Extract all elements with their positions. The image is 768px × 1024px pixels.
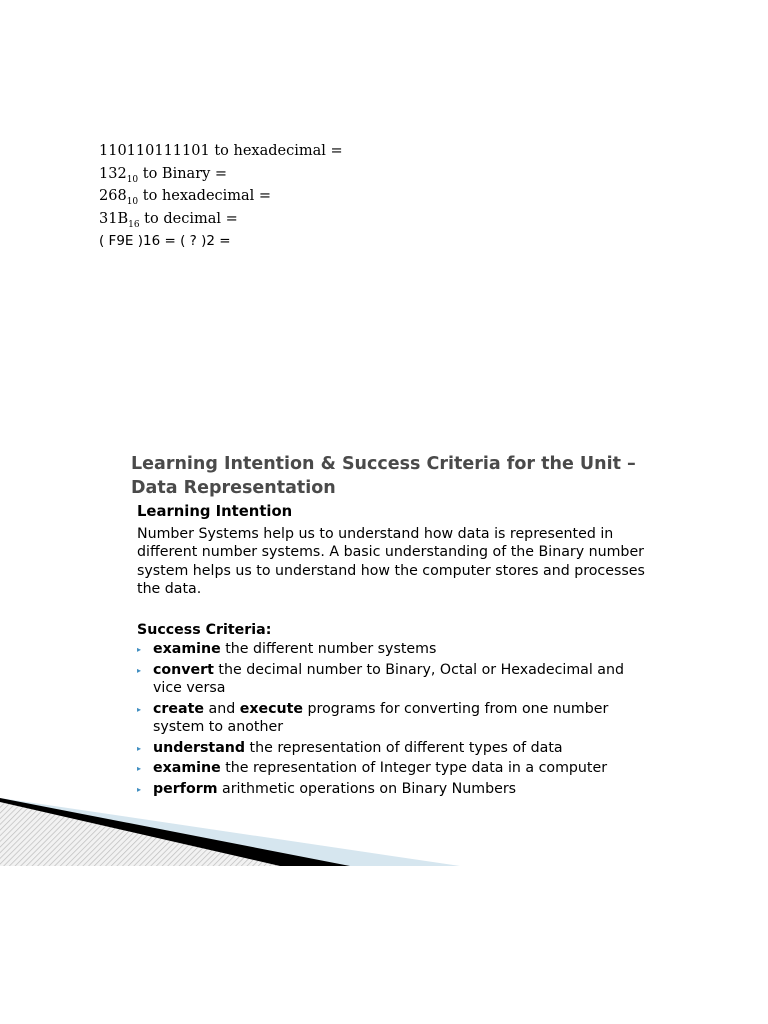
bullet-icon: ▸ [137, 665, 142, 675]
learning-intention-heading: Learning Intention [137, 503, 293, 520]
slide-title: Learning Intention & Success Criteria for the Unit – Data Representation [131, 454, 636, 498]
exercise-line: $268_{10}$ to hexadecimal = [99, 188, 272, 207]
criteria-item: ▸ convert the decimal number to Binary, Octal or Hexadecimal and vice versa [137, 661, 624, 696]
exercise-line: $31B_{16}$ to decimal = [99, 210, 238, 230]
criteria-item: ▸ examine the representation of Integer type data in a computer [137, 759, 657, 778]
criteria-item: ▸ understand the representation of different types of data [137, 739, 657, 758]
exercise-line: 110110111101 to hexadecimal = [99, 143, 343, 159]
bullet-icon: ▸ [137, 743, 142, 753]
exercise-line: $132_{10}$ to Binary = [99, 165, 228, 185]
criteria-item: ▸ perform arithmetic operations on Binary Numbers [137, 780, 657, 799]
exercise-list [99, 141, 499, 254]
bullet-icon: ▸ [137, 784, 142, 794]
exercise-line: ( F9E )16 = ( ? )2 = [99, 233, 231, 249]
slide-corner-decoration [0, 790, 460, 870]
bullet-icon: ▸ [137, 645, 142, 654]
criteria-item: ▸ examine the different number systems [137, 640, 657, 659]
bullet-icon: ▸ [137, 704, 142, 714]
success-criteria-heading: Success Criteria: [137, 621, 272, 638]
bullet-icon: ▸ [137, 764, 142, 773]
slide-body [137, 503, 657, 800]
criteria-item: ▸ create and execute programs for converting from one number system to another [137, 700, 609, 735]
learning-intention-text: Number Systems help us to understand how data is represented in different number systems. A basic understanding of the Binary number system helps us to understand how the computer stores and processes the data. [137, 525, 645, 597]
success-criteria-list [137, 640, 657, 798]
